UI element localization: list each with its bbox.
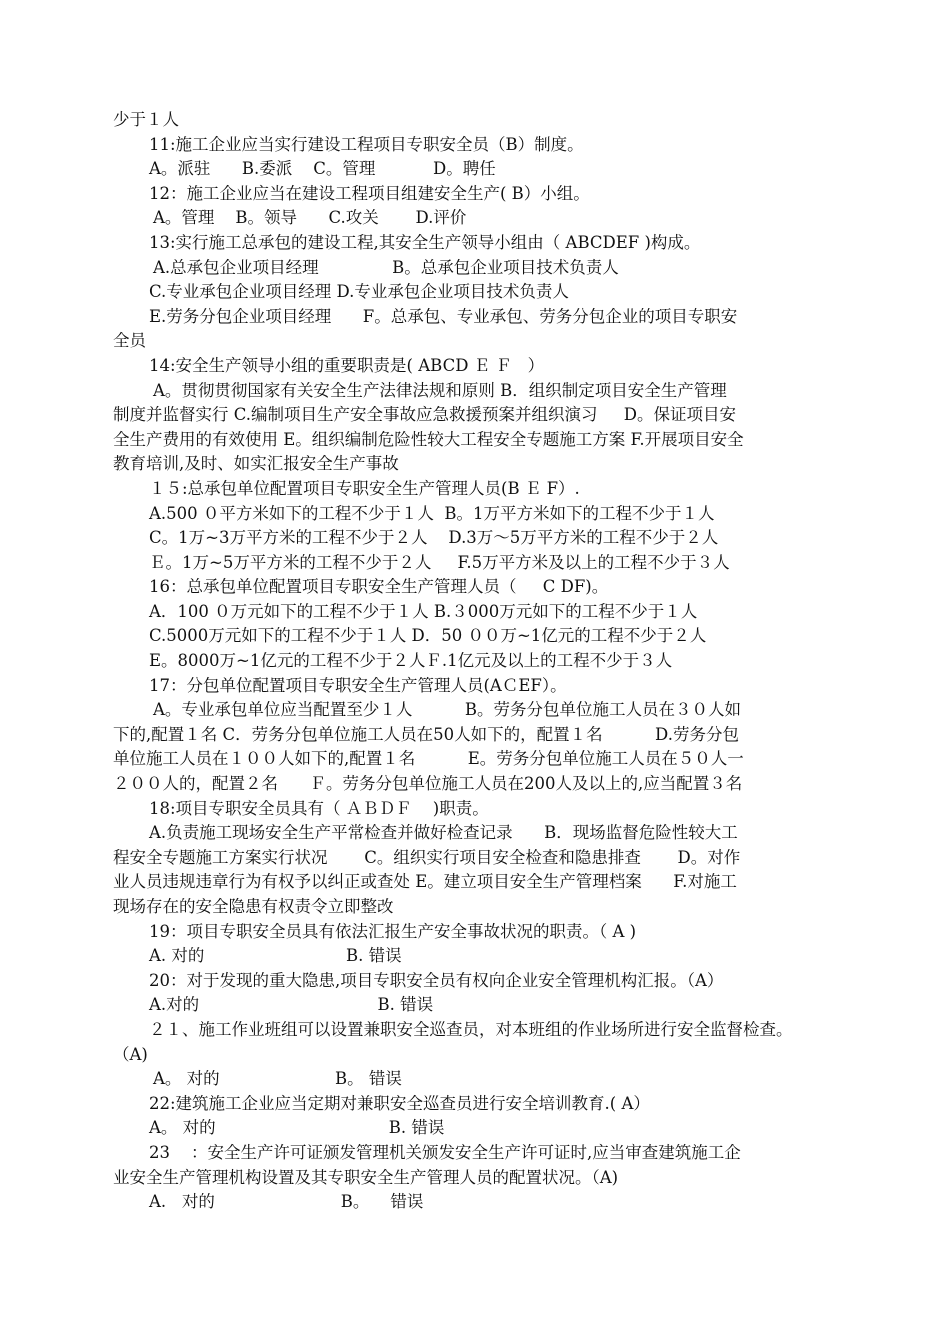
- text-line: A。派驻 B.委派 C。管理 D。聘任: [149, 159, 496, 179]
- text-line: A。 对的 B。 错误: [153, 1069, 402, 1089]
- document-body: [113, 108, 843, 1215]
- text-line: 13:实行施工总承包的建设工程,其安全生产领导小组由（ ABCDEF )构成。: [149, 232, 701, 252]
- text-line: ２１、施工作业班组可以设置兼职安全巡查员，对本班组的作业场所进行安全监督检查。: [149, 1019, 793, 1039]
- text-line: 11:施工企业应当实行建设工程项目专职安全员（B）制度。: [149, 134, 584, 154]
- text-line: 19：项目专职安全员具有依法汇报生产安全事故状况的职责。（ A ): [149, 921, 637, 941]
- text-line: C.专业承包企业项目经理 D.专业承包企业项目技术负责人: [149, 282, 569, 302]
- text-line: 业安全生产管理机构设置及其专职安全生产管理人员的配置状况。（A): [113, 1167, 619, 1187]
- text-line: 16：总承包单位配置项目专职安全生产管理人员（ C DF)。: [149, 577, 609, 597]
- text-line: 教育培训,及时、如实汇报安全生产事故: [113, 454, 399, 474]
- text-line: 12：施工企业应当在建设工程项目组建安全生产( B）小组。: [149, 183, 590, 203]
- text-line: １５:总承包单位配置项目专职安全生产管理人员(B Ｅ F）.: [149, 478, 580, 498]
- text-line: ２００人的，配置２名 Ｆ。劳务分包单位施工人员在200人及以上的,应当配置３名: [113, 774, 743, 794]
- text-line: C。1万~3万平方米的工程不少于２人 D.3万～5万平方米的工程不少于２人: [149, 528, 719, 548]
- text-line: 下的,配置１名 C．劳务分包单位施工人员在50人如下的，配置１名 D.劳务分包: [113, 724, 739, 744]
- text-line: A.500 ０平方米如下的工程不少于１人 B。1万平方米如下的工程不少于１人: [149, 503, 715, 523]
- text-line: 制度并监督实行 C.编制项目生产安全事故应急救援预案并组织演习 D。保证项目安: [113, 405, 736, 425]
- text-line: A。管理 B。领导 C.攻关 D.评价: [153, 208, 467, 228]
- text-line: Ｅ。1万~5万平方米的工程不少于２人 F.5万平方米及以上的工程不少于３人: [149, 552, 730, 572]
- text-line: C.5000万元如下的工程不少于１人 D．50 ００万~1亿元的工程不少于２人: [149, 626, 707, 646]
- text-line: 单位施工人员在１００人如下的,配置１名 E。劳务分包单位施工人员在５０人一: [113, 749, 744, 769]
- text-line: 全生产费用的有效使用 E。组织编制危险性较大工程安全专题施工方案 F.开展项目安全: [113, 429, 744, 449]
- text-line: A. 对的 B. 错误: [149, 946, 402, 966]
- text-line: A．100 ０万元如下的工程不少于１人 B.３000万元如下的工程不少于１人: [149, 601, 698, 621]
- text-line: 22:建筑施工企业应当定期对兼职安全巡查员进行安全培训教育.( A）: [149, 1093, 650, 1113]
- text-line: （A): [113, 1044, 148, 1064]
- text-line: 全员: [113, 331, 146, 351]
- text-line: 18:项目专职安全员具有（ ＡＢＤＦ )职责。: [149, 798, 489, 818]
- text-line: 业人员违规违章行为有权予以纠正或查处 E。建立项目安全生产管理档案 F.对施工: [113, 872, 737, 892]
- text-line: 20：对于发现的重大隐患,项目专职安全员有权向企业安全管理机构汇报。（A）: [149, 970, 724, 990]
- text-line: 23 ：安全生产许可证颁发管理机关颁发安全生产许可证时,应当审查建筑施工企: [149, 1142, 741, 1162]
- text-line: A. 对的 B。 错误: [149, 1192, 424, 1212]
- text-line: A.总承包企业项目经理 B。总承包企业项目技术负责人: [153, 257, 619, 277]
- text-line: 17：分包单位配置项目专职安全生产管理人员(AＣEF）。: [149, 675, 567, 695]
- text-line: E.劳务分包企业项目经理 F。总承包、专业承包、劳务分包企业的项目专职安: [149, 306, 738, 326]
- text-line: 现场存在的安全隐患有权责令立即整改: [113, 897, 394, 916]
- text-line: 少于１人: [113, 110, 179, 129]
- text-line: A.对的 B. 错误: [149, 995, 434, 1015]
- text-line: 14:安全生产领导小组的重要职责是( ABCD Ｅ Ｆ ）: [149, 355, 545, 375]
- text-line: A。贯彻贯彻国家有关安全生产法律法规和原则 B．组织制定项目安全生产管理: [153, 380, 727, 400]
- text-line: A。专业承包单位应当配置至少１人 B。劳务分包单位施工人员在３０人如: [153, 700, 741, 720]
- text-line: A.负责施工现场安全生产平常检查并做好检查记录 B．现场监督危险性较大工: [149, 823, 738, 843]
- text-line: E。8000万~1亿元的工程不少于２人Ｆ.1亿元及以上的工程不少于３人: [149, 651, 673, 671]
- text-line: 程安全专题施工方案实行状况 C。组织实行项目安全检查和隐患排查 D。对作: [113, 847, 741, 867]
- text-line: A。 对的 B. 错误: [149, 1118, 445, 1138]
